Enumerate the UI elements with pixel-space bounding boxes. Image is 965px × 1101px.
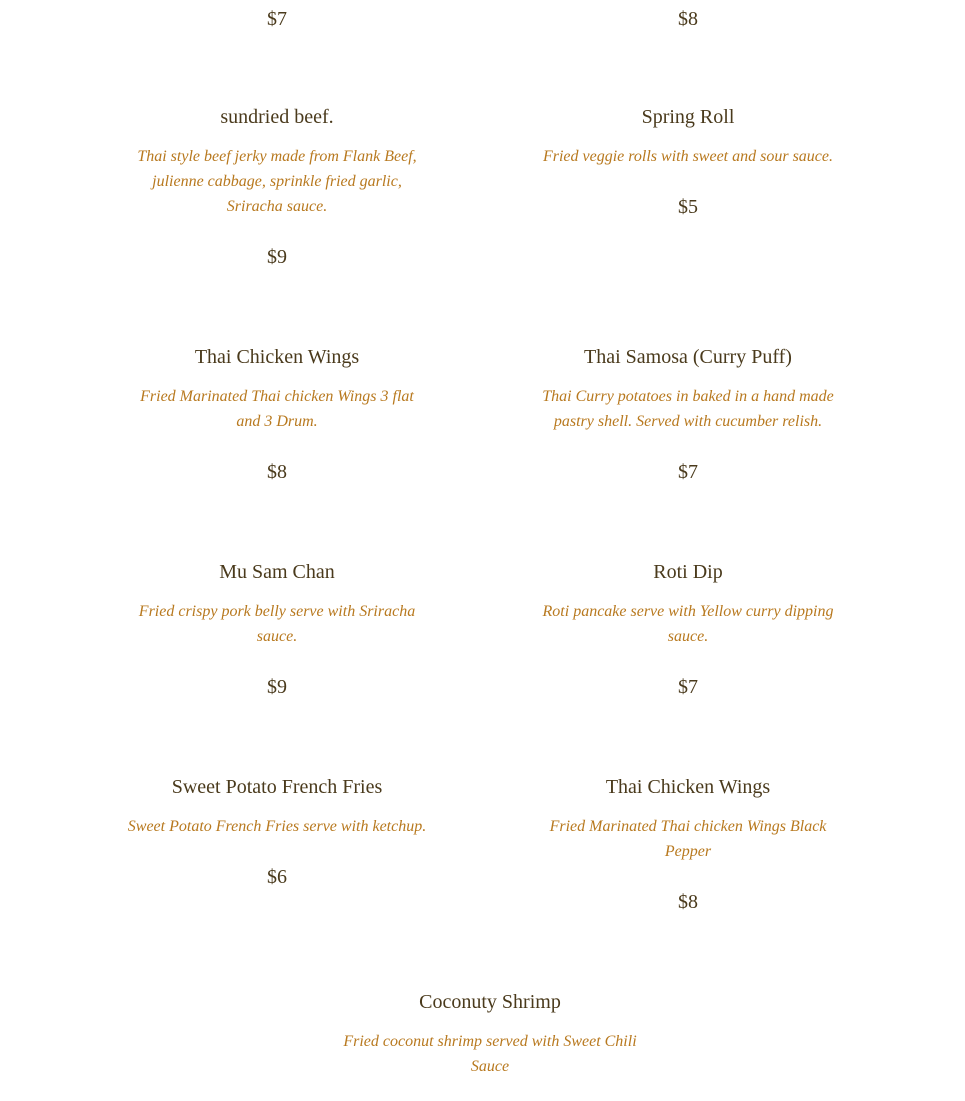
item-price: $6	[267, 866, 287, 888]
item-name: Sweet Potato French Fries	[171, 776, 383, 798]
item-price: $8	[267, 461, 287, 483]
item-description: Fried Marinated Thai chicken Wings 3 flat and 3 Drum.	[140, 388, 414, 430]
menu-item-mu-sam-chan	[127, 559, 427, 700]
item-name: Coconuty Shrimp	[419, 991, 561, 1013]
item-name: Spring Roll	[641, 106, 735, 128]
item-name: Thai Chicken Wings	[194, 346, 360, 368]
menu-item-thai-samosa	[538, 344, 838, 485]
menu-item-thai-chicken-wings	[127, 344, 427, 485]
item-name: sundried beef.	[220, 106, 334, 128]
menu-item-coconuty-shrimp	[340, 989, 640, 1079]
item-name: Thai Chicken Wings	[605, 776, 771, 798]
menu-item-spring-roll	[538, 104, 838, 220]
item-description: Thai style beef jerky made from Flank Beef, julienne cabbage, sprinkle fried garlic, Sriracha sauce.	[137, 148, 417, 215]
item-price: $9	[267, 246, 287, 268]
menu-item-sundried-beef	[127, 104, 427, 270]
item-price: $7	[678, 461, 698, 483]
item-price: $7	[678, 676, 698, 698]
item-name: Mu Sam Chan	[219, 561, 335, 583]
item-description: Fried crispy pork belly serve with Sriracha sauce.	[138, 603, 416, 645]
item-description: Fried veggie rolls with sweet and sour sauce.	[542, 148, 834, 165]
item-description: Roti pancake serve with Yellow curry dipping sauce.	[542, 603, 834, 645]
menu-item-sweet-potato-fries	[127, 774, 427, 890]
item-name: Roti Dip	[653, 561, 723, 583]
price-top-left: $7	[267, 8, 287, 30]
item-price: $5	[678, 196, 698, 218]
item-price: $8	[678, 891, 698, 913]
item-name: Thai Samosa (Curry Puff)	[584, 346, 792, 368]
item-description: Sweet Potato French Fries serve with ketchup.	[127, 818, 427, 835]
price-top-right: $8	[678, 8, 698, 30]
item-description: Fried Marinated Thai chicken Wings Black Pepper	[549, 818, 827, 860]
menu-item-roti-dip	[538, 559, 838, 700]
item-description: Fried coconut shrimp served with Sweet Chili Sauce	[343, 1033, 637, 1075]
menu-item-thai-chicken-wings-black-pepper	[538, 774, 838, 915]
item-price: $9	[267, 676, 287, 698]
item-description: Thai Curry potatoes in baked in a hand made pastry shell. Served with cucumber relish.	[542, 388, 834, 430]
